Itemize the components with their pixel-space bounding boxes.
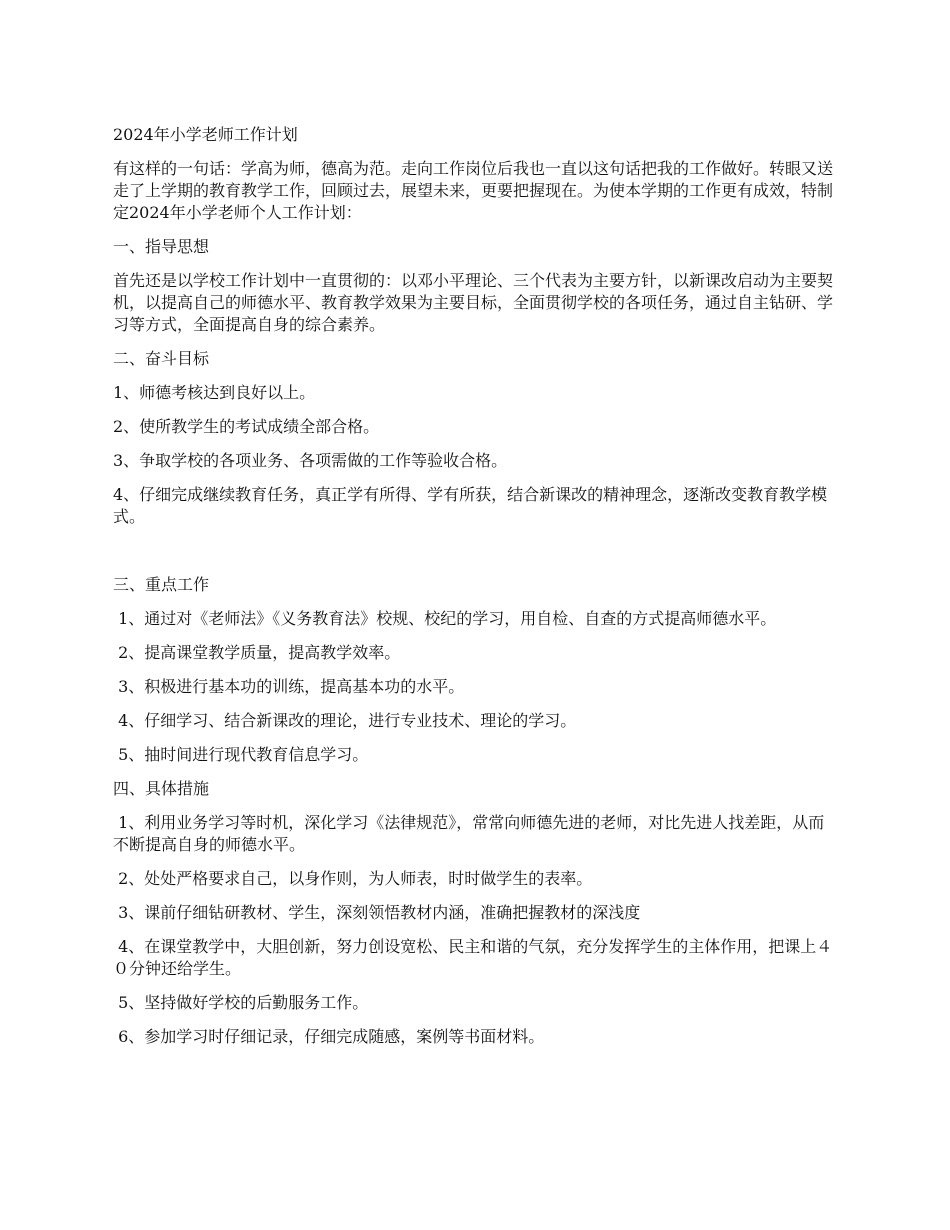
- section-heading-goals: 二、奋斗目标: [113, 349, 210, 368]
- measure-item: 2、处处严格要求自己，以身作则，为人师表，时时做学生的表率。: [113, 869, 593, 888]
- key-work-item: 1、通过对《老师法》《义务教育法》校规、校纪的学习，用自检、自查的方式提高师德水平。: [113, 609, 777, 628]
- goal-item: 3、争取学校的各项业务、各项需做的工作等验收合格。: [113, 451, 508, 470]
- measure-item: 5、坚持做好学校的后勤服务工作。: [113, 993, 369, 1012]
- section-heading-key-work: 三、重点工作: [113, 575, 210, 594]
- section-heading-guiding-ideology: 一、指导思想: [113, 237, 210, 256]
- document-page: [113, 124, 840, 1060]
- measure-item: 3、课前仔细钻研教材、学生，深刻领悟教材内涵，准确把握教材的深浅度: [113, 903, 641, 922]
- goal-item: 1、师德考核达到良好以上。: [113, 383, 316, 402]
- section-heading-measures: 四、具体措施: [113, 779, 210, 798]
- key-work-item: 4、仔细学习、结合新课改的理论，进行专业技术、理论的学习。: [113, 711, 577, 730]
- blank-spacer: [113, 540, 840, 574]
- measure-item: 4、在课堂教学中，大胆创新，努力创设宽松、民主和谐的气氛，充分发挥学生的主体作用，把课上４０分钟还给学生。: [113, 937, 833, 978]
- key-work-item: 2、提高课堂教学质量，提高教学效率。: [113, 643, 401, 662]
- key-work-item: 5、抽时间进行现代教育信息学习。: [113, 745, 369, 764]
- key-work-item: 3、积极进行基本功的训练，提高基本功的水平。: [113, 677, 465, 696]
- intro-paragraph: 有这样的一句话：学高为师，德高为范。走向工作岗位后我也一直以这句话把我的工作做好。转眼又送走了上学期的教育教学工作，回顾过去，展望未来，更要把握现在。为使本学期的工作更有成效，特制定2024年小学老师个人工作计划：: [113, 159, 834, 222]
- guiding-ideology-paragraph: 首先还是以学校工作计划中一直贯彻的：以邓小平理论、三个代表为主要方针，以新课改启动为主要契机，以提高自己的师德水平、教育教学效果为主要目标，全面贯彻学校的各项任务，通过自主钻研、学习等方式，全面提高自身的综合素养。: [113, 271, 834, 334]
- goal-item: 2、使所教学生的考试成绩全部合格。: [113, 417, 380, 436]
- measure-item: 1、利用业务学习等时机，深化学习《法律规范》，常常向师德先进的老师，对比先进人找差距，从而不断提高自身的师德水平。: [113, 813, 825, 854]
- measure-item: 6、参加学习时仔细记录，仔细完成随感，案例等书面材料。: [113, 1027, 545, 1046]
- goal-item: 4、仔细完成继续教育任务，真正学有所得、学有所获，结合新课改的精神理念，逐渐改变教育教学模式。: [113, 485, 828, 526]
- document-title: 2024年小学老师工作计划: [113, 125, 298, 144]
